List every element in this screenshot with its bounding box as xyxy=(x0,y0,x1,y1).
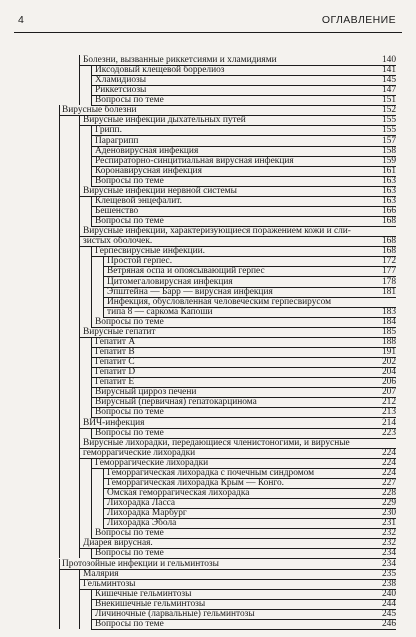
toc-guide-line xyxy=(103,256,104,266)
toc-entry-page: 244 xyxy=(381,598,396,609)
toc-entry[interactable] xyxy=(83,579,366,589)
toc-entry-page: 177 xyxy=(381,266,396,277)
toc-entry-page: 188 xyxy=(381,336,396,347)
toc-guide-line xyxy=(91,377,92,387)
toc-entry[interactable] xyxy=(95,548,366,558)
toc-entry[interactable] xyxy=(95,337,366,347)
toc-entry-title: Гепатит С xyxy=(95,357,135,368)
toc-entry[interactable] xyxy=(95,206,366,216)
toc-entry-page: 229 xyxy=(381,498,396,509)
toc-guide-line xyxy=(91,589,92,599)
toc-entry-title: Грипп. xyxy=(95,125,122,136)
toc-guide-line xyxy=(91,206,92,216)
toc-entry[interactable] xyxy=(95,428,366,438)
toc-entry[interactable] xyxy=(95,216,366,226)
toc-entry-page: 212 xyxy=(381,397,396,408)
toc-entry-title: Кишечные гельминтозы xyxy=(95,588,192,599)
toc-entry-title: Геморрагические лихорадки xyxy=(95,457,209,468)
toc-entry-page: 155 xyxy=(381,115,396,126)
toc-entry[interactable] xyxy=(107,518,366,528)
toc-entry-page: 181 xyxy=(381,286,396,297)
toc-entry-title: Вирусный цирроз печени xyxy=(95,387,197,398)
toc-entry[interactable] xyxy=(62,559,366,569)
toc-entry[interactable] xyxy=(95,458,366,468)
toc-guide-line xyxy=(91,619,92,629)
toc-guide-line xyxy=(91,528,92,538)
toc-entry-title: Вопросы по теме xyxy=(95,427,164,438)
page-title: ОГЛАВЛЕНИЕ xyxy=(321,14,396,26)
toc-entry[interactable] xyxy=(95,387,366,397)
toc-guide-line xyxy=(91,367,92,377)
toc-entry[interactable] xyxy=(107,488,366,498)
toc-entry-title: Простой герпес. xyxy=(107,256,173,267)
toc-entry[interactable] xyxy=(83,448,366,458)
toc-entry-title: Коронавирусная инфекция xyxy=(95,165,202,176)
toc-entry[interactable] xyxy=(95,589,366,599)
toc-entry-page: 178 xyxy=(381,276,396,287)
toc-entry-page: 235 xyxy=(381,568,396,579)
toc-entry-title: Клещевой энцефалит. xyxy=(95,195,182,206)
toc-entry[interactable] xyxy=(95,347,366,357)
toc-entry-title: Вирусные инфекции, характеризующиеся поражением кожи и сли- xyxy=(83,226,351,237)
toc-guide-line xyxy=(103,287,104,297)
toc-guide-line xyxy=(91,246,92,316)
toc-entry[interactable] xyxy=(95,528,366,538)
toc-entry-title: Геморрагическая лихорадка с почечным синдромом xyxy=(107,467,315,478)
toc-guide-line xyxy=(79,538,80,558)
toc-entry-page: 213 xyxy=(381,407,396,418)
toc-entry-page: 159 xyxy=(381,155,396,166)
toc-entry-page: 223 xyxy=(381,427,396,438)
toc-entry-title: Геморрагическая лихорадка Крым — Конго. xyxy=(107,477,285,488)
toc-entry-title: Парагрипп xyxy=(95,135,139,146)
toc-entry[interactable] xyxy=(95,599,366,609)
toc-entry-page: 232 xyxy=(381,538,396,549)
toc-entry-page: 238 xyxy=(381,578,396,589)
toc-entry-page: 224 xyxy=(381,467,396,478)
toc-entry-title: Риккетсиозы xyxy=(95,85,147,96)
toc-guide-line xyxy=(103,488,104,498)
toc-entry-page: 228 xyxy=(381,488,396,498)
toc-entry-title: Герпесвирусные инфекции. xyxy=(95,246,206,257)
toc-entry-page: 232 xyxy=(381,528,396,539)
toc-entry-page: 155 xyxy=(381,125,396,136)
toc-entry-title: Вопросы по теме xyxy=(95,618,164,629)
toc-entry[interactable] xyxy=(95,75,366,85)
toc-entry-page: 151 xyxy=(381,95,396,106)
toc-entry[interactable] xyxy=(95,146,366,156)
toc-guide-line xyxy=(79,55,80,105)
toc-entry-title: Омская геморрагическая лихорадка xyxy=(107,488,250,498)
toc-entry-title: Вопросы по теме xyxy=(95,316,164,327)
toc-entry-page: 214 xyxy=(381,417,396,428)
toc-entry-page: 163 xyxy=(381,175,396,186)
toc-entry-title: Диарея вирусная. xyxy=(83,538,153,549)
toc-entry[interactable] xyxy=(107,266,366,276)
toc-guide-line xyxy=(91,146,92,156)
toc-entry[interactable] xyxy=(95,136,366,146)
toc-guide-line xyxy=(103,277,104,287)
toc-entry[interactable] xyxy=(95,397,366,407)
toc-entry-title: Гепатит А xyxy=(95,336,136,347)
toc-entry-page: 227 xyxy=(381,477,396,488)
toc-entry[interactable] xyxy=(107,307,366,317)
toc-entry-title: Лихорадка Эбола xyxy=(107,518,177,529)
toc-entry-title: Вопросы по теме xyxy=(95,407,164,418)
toc-entry[interactable] xyxy=(95,166,366,176)
toc-entry-title: Вопросы по теме xyxy=(95,548,164,559)
toc-entry-title: Цитомегаловирусная инфекция xyxy=(107,276,233,287)
toc-entry-page: 152 xyxy=(381,105,396,116)
toc-entry[interactable] xyxy=(83,115,366,125)
toc-guide-line xyxy=(79,327,80,418)
toc-entry[interactable] xyxy=(83,418,366,428)
toc-guide-line xyxy=(103,297,104,307)
toc-entry-title: Болезни, вызванные риккетсиями и хламидиями xyxy=(83,55,277,65)
toc-guide-line xyxy=(103,266,104,276)
toc-guide-line xyxy=(91,458,92,528)
toc-entry-page: 234 xyxy=(381,548,396,559)
toc-entry-page: 245 xyxy=(381,608,396,619)
toc-entry-page: 231 xyxy=(381,518,396,529)
toc-entry-page: 183 xyxy=(381,306,396,317)
toc-entry-title: Вирусные инфекции дыхательных путей xyxy=(83,115,246,126)
toc-entry-page: 246 xyxy=(381,618,396,629)
toc-guide-line xyxy=(91,156,92,166)
toc-entry-page: 224 xyxy=(381,457,396,468)
toc-entry[interactable] xyxy=(95,65,366,75)
toc-guide-line xyxy=(91,136,92,146)
toc-guide-line xyxy=(59,559,60,629)
toc-guide-line xyxy=(91,196,92,206)
toc-entry[interactable] xyxy=(107,277,366,287)
toc-entry-page: 141 xyxy=(381,65,396,76)
toc-entry[interactable] xyxy=(107,468,366,478)
toc-guide-line xyxy=(79,236,80,327)
toc-entry-title: зистых оболочек. xyxy=(83,236,153,247)
toc-entry[interactable] xyxy=(83,438,366,448)
toc-entry-title: Вирусные гепатит xyxy=(83,326,156,337)
toc-entry[interactable] xyxy=(107,256,366,266)
toc-entry-page: 204 xyxy=(381,367,396,378)
toc-entry-title: Ветряная оспа и опоясывающий герпес xyxy=(107,266,265,277)
toc-entry-title: ВИЧ-инфекция xyxy=(83,417,145,428)
toc-entry[interactable] xyxy=(107,478,366,488)
toc-entry[interactable] xyxy=(83,569,366,579)
toc-entry-title: Вирусные инфекции нервной системы xyxy=(83,185,237,196)
toc-entry[interactable] xyxy=(83,186,366,196)
toc-guide-line xyxy=(91,85,92,95)
toc-entry[interactable] xyxy=(95,156,366,166)
toc-guide-line xyxy=(79,115,80,185)
toc-guide-line xyxy=(79,579,80,629)
toc-entry-page: 163 xyxy=(381,185,396,196)
toc-entry-title: Гепатит В xyxy=(95,347,135,358)
toc-guide-line xyxy=(91,65,92,75)
toc-entry[interactable] xyxy=(95,619,366,629)
toc-guide-line xyxy=(91,216,92,226)
toc-entry-page: 168 xyxy=(381,216,396,227)
toc-entry-page: 147 xyxy=(381,85,396,96)
toc-guide-line xyxy=(79,418,80,438)
toc-entry[interactable] xyxy=(95,95,366,105)
toc-entry[interactable] xyxy=(107,297,366,307)
toc-entry-title: Внекишечные гельминтозы xyxy=(95,598,206,609)
toc-entry-page: 145 xyxy=(381,75,396,86)
toc-entry[interactable] xyxy=(83,538,366,548)
toc-entry-page: 202 xyxy=(381,357,396,368)
toc-entry-title: Вирусные болезни xyxy=(62,105,137,116)
toc-entry[interactable] xyxy=(95,367,366,377)
toc-entry[interactable] xyxy=(107,508,366,518)
toc-guide-line xyxy=(91,95,92,105)
toc-entry-page: 172 xyxy=(381,256,396,267)
toc-entry-title: Иксодовый клещевой боррелиоз xyxy=(95,65,225,76)
toc-guide-line xyxy=(79,226,80,236)
toc-guide-line xyxy=(91,166,92,176)
toc-guide-line xyxy=(91,357,92,367)
toc-guide-line xyxy=(79,186,80,226)
toc-entry-title: Эпштейна — Барр — вирусная инфекция xyxy=(107,286,273,297)
toc-entry-page: 161 xyxy=(381,165,396,176)
toc-guide-line xyxy=(91,387,92,397)
toc-entry-page: 240 xyxy=(381,588,396,599)
toc-entry-title: Вопросы по теме xyxy=(95,216,164,227)
toc-guide-line xyxy=(91,125,92,135)
toc-entry-title: Вопросы по теме xyxy=(95,95,164,106)
toc-entry[interactable] xyxy=(95,377,366,387)
toc-entry-title: Вопросы по теме xyxy=(95,528,164,539)
toc-entry[interactable] xyxy=(95,407,366,417)
toc-guide-line xyxy=(103,307,104,317)
toc-entry[interactable] xyxy=(95,85,366,95)
toc-entry-title: Инфекция, обусловленная человеческим герпесвирусом xyxy=(107,296,332,307)
toc-entry[interactable] xyxy=(95,357,366,367)
toc-entry-title: Протозойные инфекции и гельминтозы xyxy=(62,558,219,569)
toc-guide-line xyxy=(103,498,104,508)
toc-guide-line xyxy=(91,548,92,558)
toc-entry-title: типа 8 — саркома Капоши xyxy=(107,306,213,317)
toc-entry[interactable] xyxy=(95,317,366,327)
toc-entry-page: 168 xyxy=(381,246,396,257)
toc-guide-line xyxy=(79,448,80,539)
toc-entry[interactable] xyxy=(83,236,366,246)
toc-entry-page: 191 xyxy=(381,347,396,358)
toc-guide-line xyxy=(91,337,92,347)
toc-entry[interactable] xyxy=(95,609,366,619)
toc-entry-page: 168 xyxy=(381,236,396,247)
toc-entry[interactable] xyxy=(95,246,366,256)
toc-entry[interactable] xyxy=(107,498,366,508)
toc-entry-page: 166 xyxy=(381,206,396,217)
toc-guide-line xyxy=(103,468,104,478)
toc-entry-title: Вирусные лихорадки, передающиеся членистоногими, и вирусные xyxy=(83,437,350,448)
toc-guide-line xyxy=(91,407,92,417)
toc-entry[interactable] xyxy=(83,55,366,65)
toc-entry[interactable] xyxy=(62,105,366,115)
toc-entry-title: Бешенство xyxy=(95,206,139,217)
toc-entry-title: Аденовирусная инфекция xyxy=(95,145,199,156)
toc-entry-page: 140 xyxy=(381,55,396,65)
toc-entry-page: 184 xyxy=(381,316,396,327)
toc-entry[interactable] xyxy=(95,196,366,206)
toc-guide-line xyxy=(59,105,60,558)
toc-entry-title: Вопросы по теме xyxy=(95,175,164,186)
toc-guide-line xyxy=(91,397,92,407)
toc-guide-line xyxy=(91,599,92,609)
toc-entry-page: 157 xyxy=(381,135,396,146)
toc-entry-page: 224 xyxy=(381,447,396,458)
toc-guide-line xyxy=(79,569,80,579)
toc-entry[interactable] xyxy=(83,327,366,337)
toc-guide-line xyxy=(103,478,104,488)
toc-entry-page: 185 xyxy=(381,326,396,337)
toc-entry-page: 207 xyxy=(381,387,396,398)
toc-guide-line xyxy=(91,428,92,438)
toc-guide-line xyxy=(103,518,104,528)
toc-entry-title: Гепатит Е xyxy=(95,377,135,388)
page-number: 4 xyxy=(18,14,24,26)
toc-entry-title: Лихорадка Ласса xyxy=(107,498,176,509)
toc-entry-title: Хламидиозы xyxy=(95,75,147,86)
toc-entry-page: 163 xyxy=(381,195,396,206)
toc-guide-line xyxy=(91,75,92,85)
toc-guide-line xyxy=(91,176,92,186)
toc-entry-page: 158 xyxy=(381,145,396,156)
toc-entry-title: Малярия xyxy=(83,568,119,579)
toc-entry-title: Вирусный (первичная) гепатокарцинома xyxy=(95,397,257,408)
toc-guide-line xyxy=(91,609,92,619)
toc-entry-title: Личиночные (ларвальные) гельминтозы xyxy=(95,608,255,619)
toc-entry-title: Гепатит D xyxy=(95,367,136,378)
toc-guide-line xyxy=(79,438,80,448)
toc-guide-line xyxy=(91,347,92,357)
toc-entry[interactable] xyxy=(95,176,366,186)
toc-entry-page: 230 xyxy=(381,508,396,519)
toc-guide-line xyxy=(91,317,92,327)
toc-guide-line xyxy=(103,508,104,518)
toc-entry[interactable] xyxy=(83,226,366,236)
toc-entry[interactable] xyxy=(107,287,366,297)
toc-entry[interactable] xyxy=(95,125,366,135)
toc-entry-title: Гельминтозы xyxy=(83,578,136,589)
toc-entry-page: 206 xyxy=(381,377,396,388)
toc-entry-title: Респираторно-синцитиальная вирусная инфекция xyxy=(95,155,294,166)
toc-leader-line xyxy=(91,629,396,630)
toc-entry-title: Лихорадка Марбург xyxy=(107,508,187,519)
toc-entry-title: геморрагические лихорадки xyxy=(83,447,196,458)
toc-entry-page: 234 xyxy=(381,558,396,569)
